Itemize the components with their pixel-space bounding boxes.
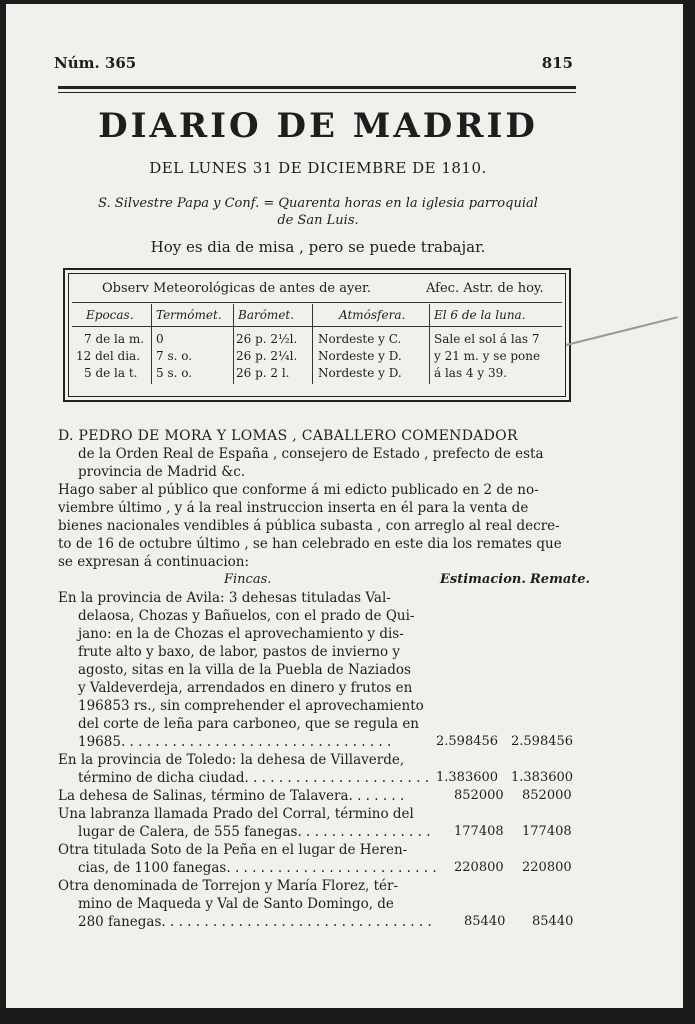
weather-col-divider-1 bbox=[151, 304, 152, 384]
amount-estimate: 852000 bbox=[454, 788, 504, 803]
notice-line: se expresan á continuacion: bbox=[58, 554, 250, 570]
wx-row-1-temp: 0 bbox=[156, 332, 164, 346]
saint-of-day bbox=[58, 195, 578, 229]
amount-estimate: 177408 bbox=[454, 824, 504, 839]
newspaper-page bbox=[6, 4, 683, 1008]
masthead-title: DIARIO DE MADRID bbox=[98, 106, 538, 146]
wx-row-2-epoch: 12 del dia. bbox=[76, 349, 141, 363]
finca-line: Otra titulada Soto de la Peña en el lugar de Heren- bbox=[58, 842, 408, 858]
weather-rule-top bbox=[72, 302, 562, 303]
notice-line: bienes nacionales vendibles á pública subasta , con arreglo al real decre- bbox=[58, 518, 560, 534]
col-header-epochs: Epocas. bbox=[86, 308, 134, 322]
finca-line: 280 fanegas. . . . . . . . . . . . . . . . . . . . . . . . . . . . . . . . bbox=[78, 914, 432, 930]
amount-remate: 85440 bbox=[532, 914, 574, 929]
finca-line: frute alto y baxo, de labor, pastos de invierno y bbox=[78, 644, 401, 660]
finca-line: cias, de 1100 fanegas. . . . . . . . . . . . . . . . . . . . . . . . . bbox=[78, 860, 437, 876]
remate-column-header: Remate. bbox=[530, 572, 591, 587]
weather-col-divider-4 bbox=[429, 304, 430, 384]
weather-col-divider-3 bbox=[312, 304, 313, 384]
saint-line-2: de San Luis. bbox=[277, 213, 359, 228]
fincas-header: Fincas. bbox=[224, 572, 272, 587]
finca-line: 196853 rs., sin comprehender el aprovechamiento bbox=[78, 698, 424, 714]
wx-row-1-barom: 26 p. 2½l. bbox=[236, 332, 298, 346]
finca-line: Una labranza llamada Prado del Corral, término del bbox=[58, 806, 414, 822]
amount-remate: 2.598456 bbox=[511, 734, 574, 749]
notice-line: viembre último , y á la real instruccion inserta en él para la venta de bbox=[58, 500, 529, 516]
wx-row-3-astro: á las 4 y 39. bbox=[434, 366, 508, 380]
amount-remate: 177408 bbox=[522, 824, 572, 839]
finca-line: mino de Maqueda y Val de Santo Domingo, de bbox=[78, 896, 394, 912]
col-header-atmosphere: Atmósfera. bbox=[339, 308, 406, 322]
finca-line: lugar de Calera, de 555 fanegas. . . . . . . . . . . . . . . . bbox=[78, 824, 431, 840]
paper-tear bbox=[566, 316, 678, 346]
header-rule-thick bbox=[58, 86, 576, 89]
amount-estimate: 85440 bbox=[464, 914, 506, 929]
finca-line: delaosa, Chozas y Bañuelos, con el prado de Qui- bbox=[78, 608, 415, 624]
page-number: 815 bbox=[541, 54, 573, 72]
wx-row-1-atmos: Nordeste y C. bbox=[318, 332, 402, 346]
saint-line-1: S. Silvestre Papa y Conf. = Quarenta horas en la iglesia parroquial bbox=[98, 196, 538, 211]
finca-line: término de dicha ciudad. . . . . . . . . . . . . . . . . . . . . . bbox=[78, 770, 430, 786]
amount-remate: 220800 bbox=[522, 860, 572, 875]
wx-row-3-atmos: Nordeste y D. bbox=[318, 366, 402, 380]
weather-rule-header bbox=[72, 326, 562, 327]
mass-note: Hoy es dia de misa , pero se puede trabajar. bbox=[150, 238, 486, 256]
notice-line: de la Orden Real de España , consejero de Estado , prefecto de esta bbox=[78, 446, 544, 462]
finca-line: 19685. . . . . . . . . . . . . . . . . . . . . . . . . . . . . . . . bbox=[78, 734, 392, 750]
notice-line: provincia de Madrid &c. bbox=[78, 464, 246, 480]
weather-col-divider-2 bbox=[233, 304, 234, 384]
wx-row-2-astro: y 21 m. y se pone bbox=[434, 349, 541, 363]
finca-line: La dehesa de Salinas, término de Talavera. . . . . . . bbox=[58, 788, 405, 804]
amount-estimate: 2.598456 bbox=[436, 734, 499, 749]
finca-line: En la provincia de Avila: 3 dehesas tituladas Val- bbox=[58, 590, 391, 606]
finca-line: del corte de leña para carboneo, que se regula en bbox=[78, 716, 420, 732]
notice-heading: D. PEDRO DE MORA Y LOMAS , CABALLERO COMENDADOR bbox=[58, 428, 518, 444]
wx-row-1-astro: Sale el sol á las 7 bbox=[434, 332, 540, 346]
wx-row-1-epoch: 7 de la m. bbox=[84, 332, 145, 346]
finca-line: y Valdeverdeja, arrendados en dinero y frutos en bbox=[78, 680, 413, 696]
col-header-thermometer: Termómet. bbox=[156, 308, 222, 322]
finca-line: jano: en la de Chozas el aprovechamiento y dis- bbox=[78, 626, 404, 642]
amount-remate: 852000 bbox=[522, 788, 572, 803]
amount-estimate: 220800 bbox=[454, 860, 504, 875]
wx-row-2-temp: 7 s. o. bbox=[156, 349, 193, 363]
finca-line: En la provincia de Toledo: la dehesa de Villaverde, bbox=[58, 752, 405, 768]
masthead-date: DEL LUNES 31 DE DICIEMBRE DE 1810. bbox=[149, 159, 487, 177]
issue-number: Núm. 365 bbox=[54, 54, 137, 72]
finca-line: agosto, sitas en la villa de la Puebla de Naziados bbox=[78, 662, 411, 678]
wx-row-3-temp: 5 s. o. bbox=[156, 366, 193, 380]
wx-row-3-epoch: 5 de la t. bbox=[84, 366, 138, 380]
col-header-barometer: Barómet. bbox=[238, 308, 295, 322]
header-rule-thin bbox=[58, 92, 576, 93]
finca-line: Otra denominada de Torrejon y María Florez, tér- bbox=[58, 878, 399, 894]
wx-row-2-barom: 26 p. 2¼l. bbox=[236, 349, 298, 363]
col-header-moon: El 6 de la luna. bbox=[434, 308, 526, 322]
estimate-column-header: Estimacion. bbox=[440, 572, 526, 587]
amount-remate: 1.383600 bbox=[511, 770, 574, 785]
notice-line: to de 16 de octubre último , se han celebrado en este dia los remates que bbox=[58, 536, 562, 552]
wx-row-3-barom: 26 p. 2 l. bbox=[236, 366, 290, 380]
amount-estimate: 1.383600 bbox=[436, 770, 499, 785]
wx-row-2-atmos: Nordeste y D. bbox=[318, 349, 402, 363]
weather-heading-right: Afec. Astr. de hoy. bbox=[426, 281, 544, 296]
weather-heading-left: Observ Meteorológicas de antes de ayer. bbox=[102, 281, 371, 296]
notice-line: Hago saber al público que conforme á mi edicto publicado en 2 de no- bbox=[58, 482, 539, 498]
